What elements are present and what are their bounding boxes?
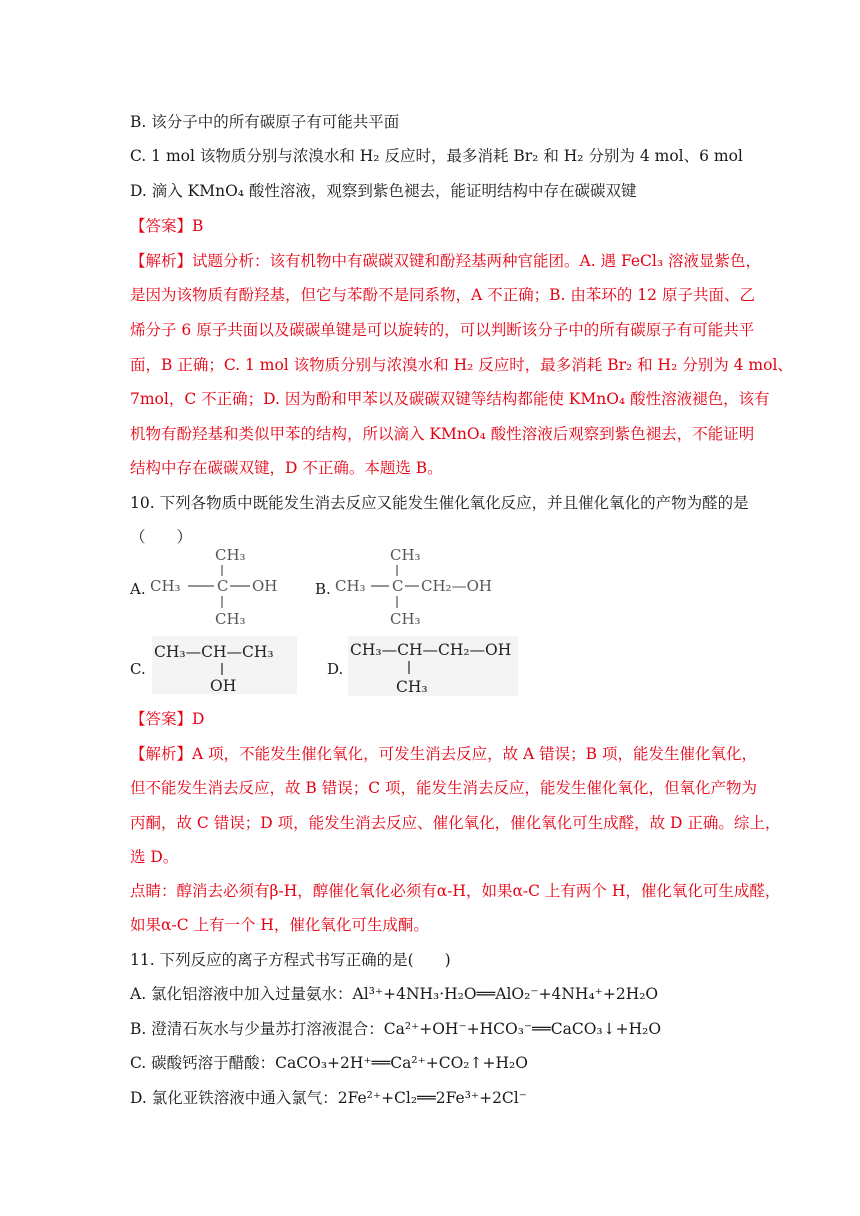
struct-a-right: OH: [252, 577, 278, 595]
struct-b-center: C: [392, 577, 404, 595]
q9-analysis-line: 机物有酚羟基和类似甲苯的结构，所以滴入 KMnO₄ 酸性溶液后观察到紫色褪去，不能证明: [130, 425, 755, 443]
struct-a-bottom: CH₃: [215, 610, 246, 628]
q9-analysis-line: 是因为该物质有酚羟基，但它与苯酚不是同系物，A 不正确；B. 由苯环的 12 原子共面、乙: [130, 286, 755, 304]
q9-analysis-line: 7mol，C 不正确；D. 因为酚和甲苯以及碳碳双键等结构都能使 KMnO₄ 酸性溶液褪色，该有: [130, 390, 770, 408]
q10-analysis-line: 但不能发生消去反应，故 B 错误；C 项，能发生消去反应，能发生催化氧化，但氧化产物为: [130, 779, 758, 797]
q10-stem-bracket: （ ）: [130, 528, 193, 546]
struct-d-main: CH₃—CH—CH₂—OH: [350, 641, 512, 659]
struct-c-main: CH₃—CH—CH₃: [154, 643, 274, 661]
q9-analysis-line: 【解析】试题分析：该有机物中有碳碳双键和酚羟基两种官能团。A. 遇 FeCl₃ 溶液显紫色，: [130, 252, 762, 270]
q10-label-a: A.: [130, 580, 146, 598]
q10-label-b: B.: [315, 580, 331, 598]
q9-option-c: C. 1 mol 该物质分别与浓溴水和 H₂ 反应时，最多消耗 Br₂ 和 H₂ 分别为 4 mol、6 mol: [130, 147, 743, 165]
q9-answer: 【答案】B: [130, 217, 204, 235]
struct-b-left: CH₃: [335, 577, 366, 595]
struct-a-top: CH₃: [215, 546, 246, 564]
q10-label-c: C.: [130, 660, 146, 678]
struct-b-top: CH₃: [390, 546, 421, 564]
q11-option-d: D. 氯化亚铁溶液中通入氯气：2Fe²⁺+Cl₂══2Fe³⁺+2Cl⁻: [130, 1089, 527, 1107]
struct-b-bottom: CH₃: [390, 610, 421, 628]
structure-d-image: [348, 636, 518, 696]
struct-d-bottom: CH₃: [396, 678, 428, 696]
q10-stem: 10. 下列各物质中既能发生消去反应又能发生催化氧化反应，并且催化氧化的产物为醛的是: [130, 494, 749, 512]
struct-b-right: CH₂—OH: [421, 577, 492, 595]
q10-answer: 【答案】D: [130, 710, 205, 728]
structure-a-image: [150, 540, 300, 632]
q9-option-b: B. 该分子中的所有碳原子有可能共平面: [130, 113, 400, 131]
q10-tip-line: 点睛：醇消去必须有β-H，醇催化氧化必须有α-H，如果α-C 上有两个 H，催化氧化可生成醛，: [130, 882, 781, 900]
q10-analysis-line: 【解析】A 项，不能发生催化氧化，可发生消去反应，故 A 错误；B 项，能发生催化氧化，: [130, 745, 757, 763]
q9-analysis-line: 面，B 正确；C. 1 mol 该物质分别与浓溴水和 H₂ 反应时，最多消耗 Br₂ 和 H₂ 分别为 4 mol、: [130, 356, 793, 374]
q10-analysis-line: 选 D。: [130, 848, 179, 866]
structure-c-image: [152, 636, 297, 694]
q9-option-d: D. 滴入 KMnO₄ 酸性溶液，观察到紫色褪去，能证明结构中存在碳碳双键: [130, 182, 637, 200]
q10-analysis-line: 丙酮，故 C 错误；D 项，能发生消去反应、催化氧化，催化氧化可生成醛，故 D 正确。综上，: [130, 814, 781, 832]
q11-option-a: A. 氯化铝溶液中加入过量氨水：Al³⁺+4NH₃·H₂O══AlO₂⁻+4NH₄⁺+2H₂O: [130, 985, 659, 1003]
q11-stem: 11. 下列反应的离子方程式书写正确的是( ): [130, 951, 451, 969]
q10-label-d: D.: [327, 660, 344, 678]
struct-a-center: C: [217, 577, 229, 595]
q9-analysis-line: 烯分子 6 原子共面以及碳碳单键是可以旋转的，可以判断该分子中的所有碳原子有可能共平: [130, 321, 755, 339]
structure-b-image: [335, 540, 525, 632]
struct-a-left: CH₃: [150, 577, 181, 595]
q11-option-c: C. 碳酸钙溶于醋酸：CaCO₃+2H⁺══Ca²⁺+CO₂↑+H₂O: [130, 1054, 528, 1072]
struct-c-bottom: OH: [210, 677, 237, 694]
q9-analysis-line: 结构中存在碳碳双键，D 不正确。本题选 B。: [130, 459, 443, 477]
q10-tip-line: 如果α-C 上有一个 H，催化氧化可生成酮。: [130, 916, 429, 934]
q11-option-b: B. 澄清石灰水与少量苏打溶液混合：Ca²⁺+OH⁻+HCO₃⁻══CaCO₃↓+H₂O: [130, 1020, 662, 1038]
